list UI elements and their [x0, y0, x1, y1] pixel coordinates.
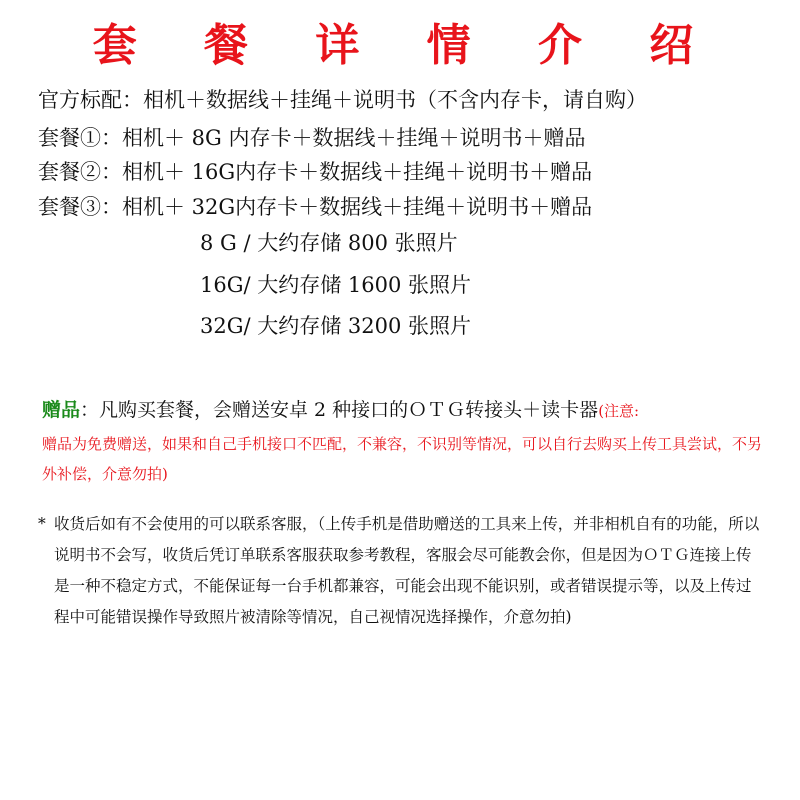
- gift-note-start: (注意:: [598, 402, 640, 420]
- capacity-32g-line: 32G/ 大约存储 3200 张照片: [200, 314, 472, 338]
- package-2-line: 套餐②：相机＋ 16G内存卡＋数据线＋挂绳＋说明书＋赠品: [38, 160, 593, 184]
- page-title: 套 餐 详 情 介 绍: [92, 20, 720, 71]
- gift-section: [42, 396, 772, 489]
- package-1-line: 套餐①：相机＋ 8G 内存卡＋数据线＋挂绳＋说明书＋赠品: [38, 126, 586, 150]
- gift-label: 赠品: [42, 399, 81, 421]
- capacity-16g-line: 16G/ 大约存储 1600 张照片: [200, 273, 472, 297]
- gift-text: ：凡购买套餐，会赠送安卓 2 种接口的ＯＴＧ转接头＋读卡器: [80, 399, 599, 421]
- asterisk-marker: *: [38, 515, 46, 533]
- standard-package-line: 官方标配：相机＋数据线＋挂绳＋说明书（不含内存卡，请自购）: [38, 88, 647, 112]
- package-3-line: 套餐③：相机＋ 32G内存卡＋数据线＋挂绳＋说明书＋赠品: [38, 195, 593, 219]
- notice-text: 收货后如有不会使用的可以联系客服，（上传手机是借助赠送的工具来上传，并非相机自有的功能，所以说明书不会写，收货后凭订单联系客服获取参考教程，客服会尽可能教会你，但是因为ＯＴＧ连接上传是一种不稳定方式，不能保证每一台手机都兼容，可能会出现不能识别，或者错误提示等，以及上传过程中可能错误操作导致照片被清除等情况，自己视情况选择操作，介意勿拍): [54, 515, 760, 626]
- notice-section: [38, 509, 766, 633]
- gift-note-text: 赠品为免费赠送，如果和自己手机接口不匹配，不兼容，不识别等情况，可以自行去购买上传工具尝试，不另外补偿，介意勿拍): [42, 435, 763, 483]
- gift-line: [42, 396, 772, 425]
- capacity-8g-line: 8 G / 大约存储 800 张照片: [200, 231, 458, 255]
